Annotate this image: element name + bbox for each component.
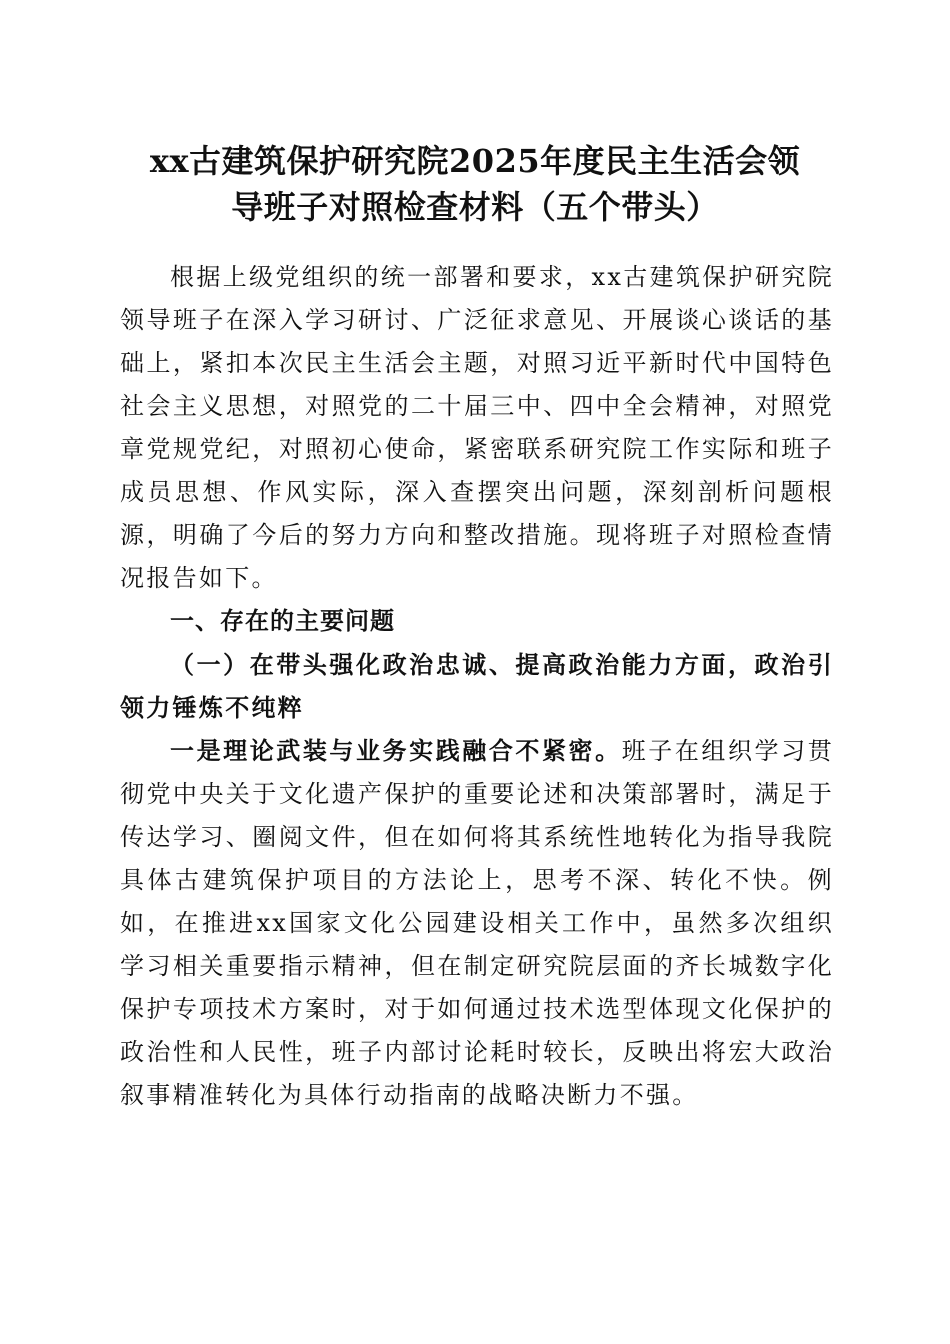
title-line-2: 导班子对照检查材料（五个带头）: [231, 188, 719, 226]
intro-paragraph: 根据上级党组织的统一部署和要求，xx古建筑保护研究院领导班子在深入学习研讨、广泛征求意见、开展谈心谈话的基础上，紧扣本次民主生活会主题，对照习近平新时代中国特色社会主义思想，对照党的二十届三中、四中全会精神，对照党章党规党纪，对照初心使命，紧密联系研究院工作实际和班子成员思想、作风实际，深入查摆突出问题，深刻剖析问题根源，明确了今后的努力方向和整改措施。现将班子对照检查情况报告如下。: [120, 263, 834, 592]
title-line-1: xx古建筑保护研究院2025年度民主生活会领: [149, 142, 801, 180]
subsection-heading: （一）在带头强化政治忠诚、提高政治能力方面，政治引领力锤炼不纯粹: [120, 650, 834, 722]
section-heading: 一、存在的主要问题: [170, 607, 395, 635]
point-paragraph: [120, 729, 834, 1117]
point-lead: 一是理论武装与业务实践融合不紧密。: [170, 736, 622, 765]
document-title: [100, 138, 850, 230]
document-body: [120, 256, 834, 1117]
point-text: 班子在组织学习贯彻党中央关于文化遗产保护的重要论述和决策部署时，满足于传达学习、圈阅文件，但在如何将其系统性地转化为指导我院具体古建筑保护项目的方法论上，思考不深、转化不快。例如，在推进xx国家文化公园建设相关工作中，虽然多次组织学习相关重要指示精神，但在制定研究院层面的齐长城数字化保护专项技术方案时，对于如何通过技术选型体现文化保护的政治性和人民性，班子内部讨论耗时较长，反映出将宏大政治叙事精准转化为具体行动指南的战略决断力不强。: [120, 737, 834, 1109]
